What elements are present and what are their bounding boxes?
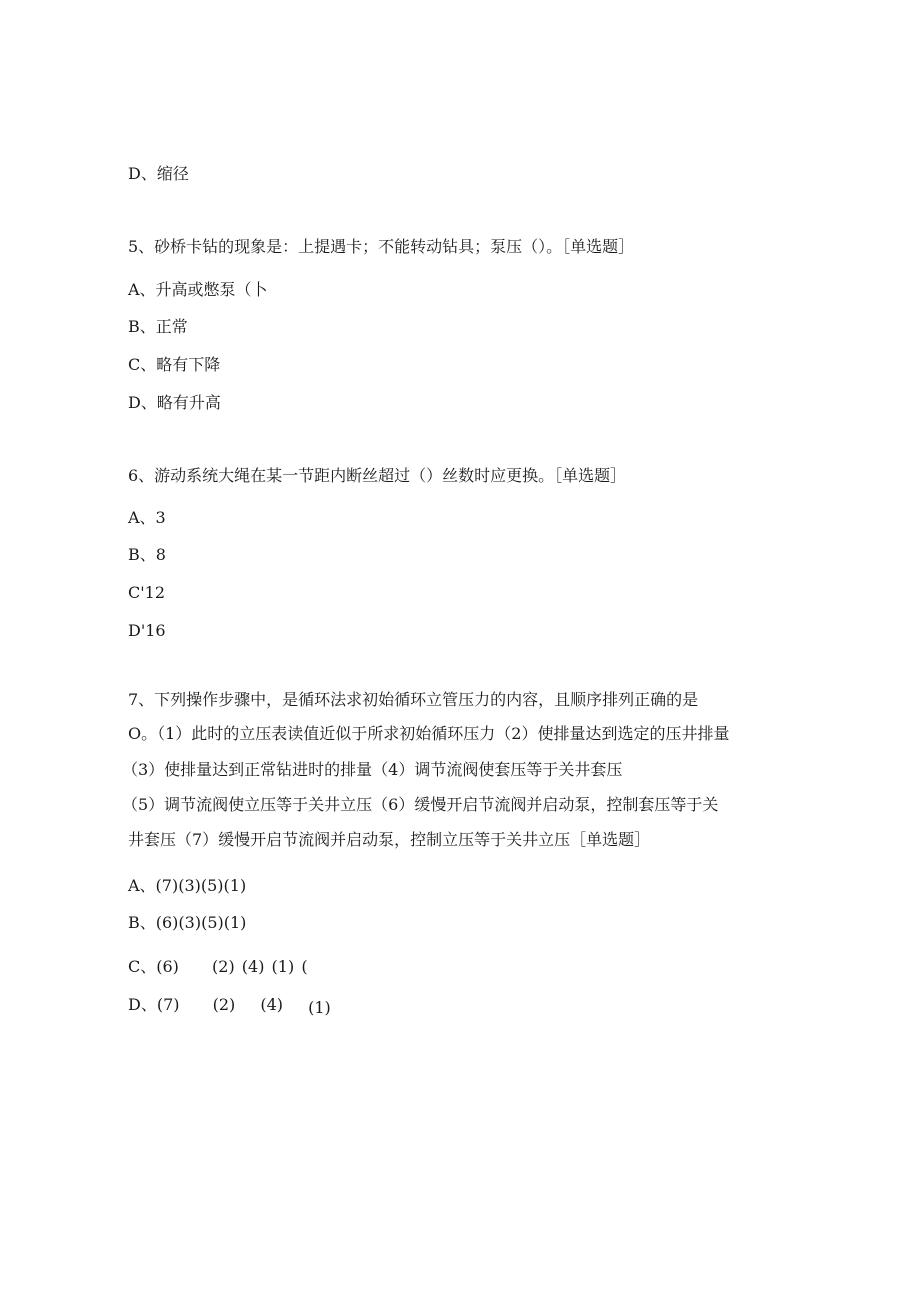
question-6-stem: 6、游动系统大绳在某一节距内断丝超过（）丝数时应更换。［单选题］ — [128, 466, 627, 485]
question-7-option-c — [128, 957, 308, 977]
option-d-part: D、(7) — [128, 995, 180, 1014]
question-5-option-d: D、略有升高 — [128, 393, 221, 412]
option-c-part: ( — [301, 957, 308, 976]
prev-question-option-d: D、缩径 — [128, 164, 189, 183]
question-5-option-a: A、升高或憋泵（卜 — [128, 280, 268, 299]
question-6-option-c: C'12 — [128, 583, 165, 602]
question-7-stem-line-5: 井套压（7）缓慢开启节流阀并启动泵，控制立压等于关井立压［单选题］ — [128, 830, 651, 849]
question-5-stem: 5、砂桥卡钻的现象是：上提遇卡；不能转动钻具；泵压（）。［单选题］ — [128, 237, 635, 256]
option-d-part: (1) — [308, 998, 331, 1017]
question-7-option-a: A、(7)(3)(5)(1) — [128, 876, 247, 895]
option-d-part: (2) — [212, 995, 236, 1014]
option-c-part: (1) — [271, 957, 295, 976]
question-5-option-b: B、正常 — [128, 317, 188, 336]
option-c-part: (2) — [212, 957, 235, 976]
question-6-option-a: A、3 — [128, 508, 166, 527]
question-7-stem-line-1: 7、下列操作步骤中，是循环法求初始循环立管压力的内容，且顺序排列正确的是 — [128, 690, 699, 709]
question-6-option-b: B、8 — [128, 545, 166, 564]
question-7-option-d — [128, 995, 331, 1015]
question-6-option-d: D'16 — [128, 621, 166, 640]
question-7-stem-line-2: O。（1）此时的立压表读值近似于所求初始循环压力（2）使排量达到选定的压井排量 — [128, 724, 730, 743]
option-c-part: (4) — [241, 957, 265, 976]
question-7-option-b: B、(6)(3)(5)(1) — [128, 913, 247, 932]
question-7-stem-line-3: （3）使排量达到正常钻进时的排量（4）调节流阀使套压等于关井套压 — [122, 760, 623, 779]
question-5-option-c: C、略有下降 — [128, 355, 221, 374]
option-c-part: C、(6) — [128, 957, 179, 976]
option-d-part: (4) — [260, 995, 284, 1014]
question-7-stem-line-4: （5）调节流阀使立压等于关井立压（6）缓慢开启节流阀并启动泵，控制套压等于关 — [122, 795, 719, 814]
